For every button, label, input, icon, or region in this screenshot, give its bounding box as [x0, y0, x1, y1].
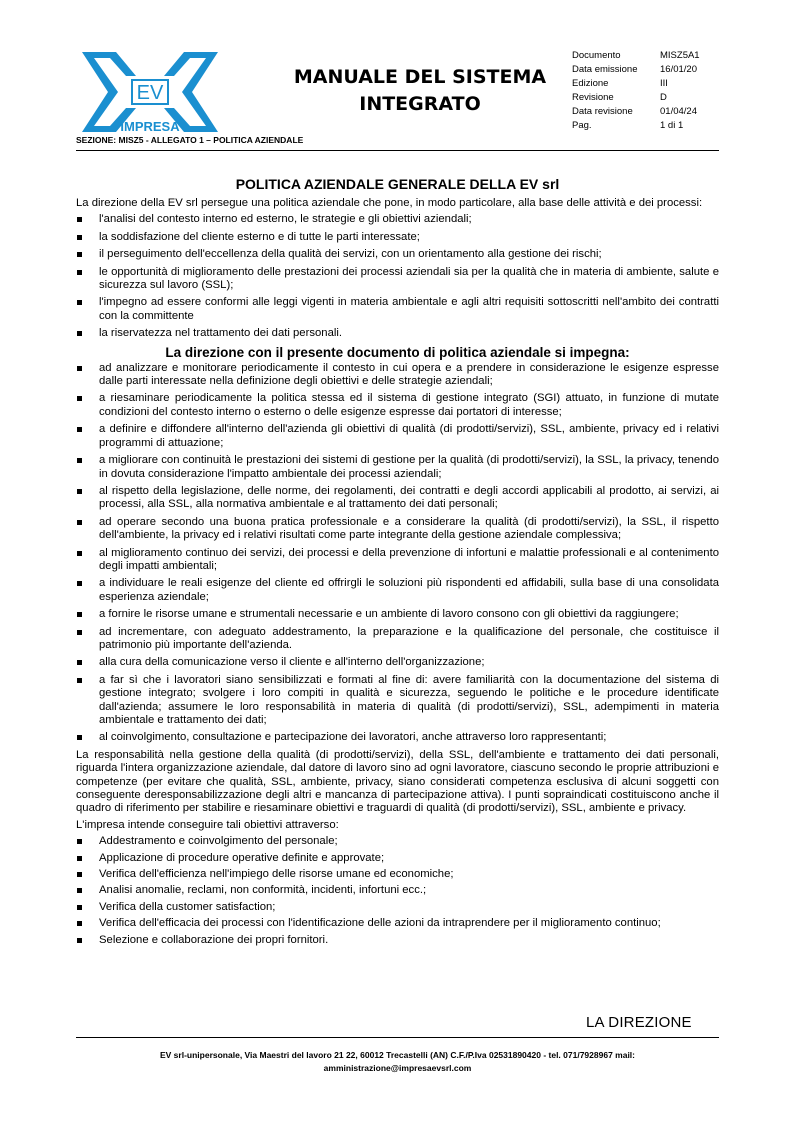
- signature-label: LA DIREZIONE: [586, 1014, 692, 1031]
- meta-label: Revisione: [572, 92, 614, 103]
- meta-value: 01/04/24: [660, 106, 697, 117]
- policy-body: [76, 175, 719, 950]
- meta-row: [572, 77, 700, 91]
- ev-impresa-logo-graphic: [80, 50, 220, 134]
- means-item: Verifica della customer satisfaction;: [76, 901, 719, 914]
- section-label: SEZIONE: MISZ5 - ALLEGATO 1 – POLITICA AZIENDALE: [76, 135, 304, 145]
- meta-value: 16/01/20: [660, 64, 697, 75]
- commitment-item: al coinvolgimento, consultazione e partecipazione dei lavoratori, anche attraverso loro rappresentanti;: [76, 731, 719, 744]
- document-metadata-table: [572, 49, 700, 133]
- responsibility-paragraph: La responsabilità nella gestione della qualità (di prodotti/servizi), della SSL, dell'ambiente e trattamento dei dati personali, riguarda l'intera organizzazione aziendale, dal datore di lavoro sino ad ogni lavoratore, ciascuno secondo le proprie attribuzioni e competenze (per evitare che qualità, SSL, ambiente, privacy, siano considerati competenza esclusiva di alcuni soggetti con conseguente deresponsabilizzazione degli altri e mancanza di partecipazione attiva). I punti sopraindicati costituiscono anche il quadro di riferimento per stabilire e riesaminare obiettivi e traguardi di qualità (di prodotti/servizi), SSL, ambiente e privacy.: [76, 748, 719, 815]
- means-item: Analisi anomalie, reclami, non conformità, incidenti, infortuni ecc.;: [76, 884, 719, 897]
- means-intro: L'impresa intende conseguire tali obiettivi attraverso:: [76, 818, 339, 831]
- document-header: [76, 40, 719, 152]
- policy-base-item: la riservatezza nel trattamento dei dati personali.: [76, 327, 719, 340]
- meta-value: MISZ5A1: [660, 50, 700, 61]
- commitment-item: al miglioramento continuo dei servizi, dei processi e della prevenzione di infortuni e malattie professionali e al contenimento degli impatti ambientali;: [76, 547, 719, 574]
- document-footer: [76, 1049, 719, 1075]
- document-title-line2: INTEGRATO: [359, 93, 481, 115]
- meta-label: Edizione: [572, 78, 609, 89]
- commitment-item: alla cura della comunicazione verso il cliente e all'interno dell'organizzazione;: [76, 656, 719, 669]
- commitment-item: a fornire le risorse umane e strumentali necessarie e un ambiente di lavoro consono con gli obiettivi da raggiungere;: [76, 608, 719, 621]
- header-divider: [76, 150, 719, 151]
- policy-base-item: l'analisi del contesto interno ed esterno, le strategie e gli obiettivi aziendali;: [76, 213, 719, 226]
- footer-company-info: EV srl-unipersonale, Via Maestri del lavoro 21 22, 60012 Trecastelli (AN) C.F./P.Iva 02531890420 - tel. 071/7928967 mail:: [159, 1050, 635, 1060]
- document-title-line1: MANUALE DEL SISTEMA: [293, 66, 547, 88]
- commitment-item: a riesaminare periodicamente la politica stessa ed il sistema di gestione integrato (SGI) attuato, in funzione di mutate condizioni del contesto interno o esterno o delle esigenze espresse dai portatori di interesse;: [76, 392, 719, 419]
- means-item: Selezione e collaborazione dei propri fornitori.: [76, 934, 719, 947]
- footer-divider: [76, 1037, 719, 1038]
- means-item: Verifica dell'efficacia dei processi con l'identificazione delle azioni da intraprendere per il miglioramento continuo;: [76, 917, 719, 930]
- company-logo: [80, 50, 220, 134]
- document-title: [270, 64, 570, 118]
- meta-value: D: [660, 92, 667, 103]
- commitment-item: a definire e diffondere all'interno dell'azienda gli obiettivi di qualità (di prodotti/servizi), SSL, ambiente, privacy ed i relativi programmi di attuazione;: [76, 423, 719, 450]
- means-item: Applicazione di procedure operative definite e approvate;: [76, 852, 719, 865]
- meta-label: Data emissione: [572, 64, 638, 75]
- meta-label: Data revisione: [572, 106, 633, 117]
- commitment-item: a individuare le reali esigenze del cliente ed offrirgli le soluzioni più rispondenti ed affidabili, sulla base di una consolidata esperienza aziendale;: [76, 577, 719, 604]
- footer-email: amministrazione@impresaevsrl.com: [323, 1063, 472, 1073]
- means-item: Addestramento e coinvolgimento del personale;: [76, 835, 719, 848]
- commitment-item: al rispetto della legislazione, delle norme, dei regolamenti, dei contratti e degli accordi applicabili al prodotto, ai servizi, ai processi, alla SSL, alla normativa ambientale e al trattamento dei dati personali;: [76, 485, 719, 512]
- policy-base-item: l'impegno ad essere conformi alle leggi vigenti in materia ambientale e agli altri requisiti sottoscritti nell'ambito dei contratti con la committente: [76, 296, 719, 323]
- logo-initials: EV: [136, 82, 164, 104]
- meta-row: [572, 91, 700, 105]
- meta-value: 1 di 1: [660, 120, 684, 131]
- commitment-item: ad operare secondo una buona pratica professionale e a considerare la qualità (di prodotti/servizi), la SSL, il rispetto dell'ambiente, la privacy ed i relativi risultati come parte integrante della gestione aziendale complessiva;: [76, 516, 719, 543]
- meta-row: [572, 63, 700, 77]
- policy-base-item: la soddisfazione del cliente esterno e di tutte le parti interessate;: [76, 231, 719, 244]
- policy-base-item: il perseguimento dell'eccellenza della qualità dei servizi, con un orientamento alla gestione dei rischi;: [76, 248, 719, 261]
- meta-row: [572, 119, 700, 133]
- means-item: Verifica dell'efficienza nell'impiego delle risorse umane ed economiche;: [76, 868, 719, 881]
- policy-intro: La direzione della EV srl persegue una politica aziendale che pone, in modo particolare, alla base delle attività e dei processi:: [76, 197, 703, 209]
- commitment-item: ad incrementare, con adeguato addestramento, la preparazione e la qualificazione del personale, che costituisce il patrimonio più importante dell'azienda.: [76, 626, 719, 653]
- meta-value: III: [660, 78, 668, 89]
- meta-row: [572, 49, 700, 63]
- meta-label: Pag.: [572, 120, 592, 131]
- policy-title: POLITICA AZIENDALE GENERALE DELLA EV srl: [235, 176, 560, 192]
- means-list: [76, 835, 719, 947]
- logo-wordmark: IMPRESA: [120, 119, 180, 134]
- policy-bases-list: [76, 213, 719, 340]
- policy-base-item: le opportunità di miglioramento delle prestazioni dei processi aziendali sia per la qualità che in materia di ambiente, salute e sicurezza sul lavoro (SSL);: [76, 266, 719, 293]
- meta-row: [572, 105, 700, 119]
- commitment-item: ad analizzare e monitorare periodicamente il contesto in cui opera e a prendere in considerazione le esigenze espresse dalle parti interessate nella definizione degli obiettivi e delle strategie aziendali;: [76, 362, 719, 389]
- commitment-heading: La direzione con il presente documento di politica aziendale si impegna:: [165, 344, 630, 360]
- commitments-list: [76, 362, 719, 745]
- commitment-item: a migliorare con continuità le prestazioni dei sistemi di gestione per la qualità (di prodotti/servizi), la SSL, la privacy, tenendo in dovuta considerazione l'impatto ambientale dei processi aziendali;: [76, 454, 719, 481]
- commitment-item: a far sì che i lavoratori siano sensibilizzati e formati al fine di: avere familiarità con la documentazione del sistema di gestione integrato; svolgere i loro compiti in qualità e sicurezza, seguendo le politiche e le procedure identificate dall'azienda; assumere le loro responsabilità in materia di qualità (di prodotti/servizi), SSL, adempimenti in materia ambientale e trattamento dei dati;: [76, 674, 719, 728]
- meta-label: Documento: [572, 50, 621, 61]
